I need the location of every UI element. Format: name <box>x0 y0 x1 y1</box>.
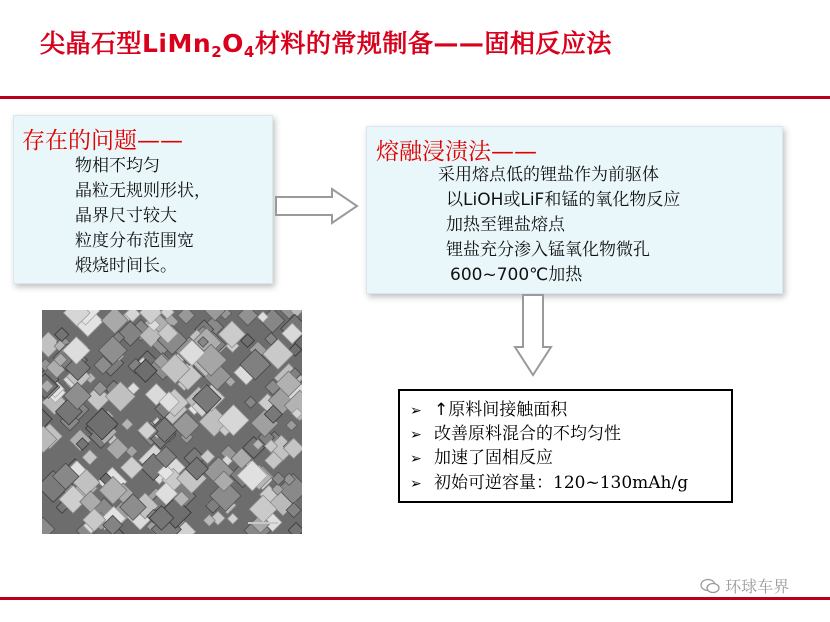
method-line: 锂盐充分渗入锰氧化物微孔 <box>446 240 650 260</box>
result-item-text: 改善原料混合的不均匀性 <box>434 424 621 444</box>
result-item-text: ↑原料间接触面积 <box>434 400 568 420</box>
result-item <box>410 399 567 422</box>
title-divider <box>0 96 830 99</box>
title-prefix: 尖晶石型LiMn <box>40 29 212 58</box>
crystal-grain <box>245 396 257 408</box>
title-subscript-4: 4 <box>243 43 255 61</box>
problem-heading: 存在的问题—— <box>22 128 183 154</box>
result-item-text: 加速了固相反应 <box>434 448 553 468</box>
method-box <box>366 126 783 294</box>
title-mid: O <box>222 29 244 58</box>
result-item <box>410 472 688 495</box>
slide-title <box>40 24 612 61</box>
crystal-grain <box>82 450 97 465</box>
problem-line: 晶粒无规则形状， <box>75 181 211 201</box>
crystal-grain <box>227 513 238 524</box>
crystal-grain <box>126 445 138 457</box>
method-line: 600~700℃加热 <box>450 265 583 285</box>
bullet-arrow-icon: ➢ <box>410 476 422 492</box>
title-suffix: 材料的常规制备——固相反应法 <box>254 29 612 58</box>
method-heading: 熔融浸渍法—— <box>376 139 537 165</box>
bullet-arrow-icon: ➢ <box>410 451 422 467</box>
method-line: 以LiOH或LiF和锰的氧化物反应 <box>446 190 681 210</box>
hollow-right-arrow-icon <box>274 187 360 225</box>
watermark-text: 环球车界 <box>725 577 790 596</box>
crystal-grain <box>178 310 195 324</box>
problem-line: 晶界尺寸较大 <box>75 206 177 226</box>
method-line: 加热至锂盐熔点 <box>446 215 565 235</box>
crystal-grain <box>200 450 214 464</box>
footer-divider <box>0 597 830 600</box>
crystal-grain <box>42 517 55 534</box>
crystal-grain <box>121 418 133 430</box>
wechat-logo-icon <box>700 578 720 594</box>
problem-line: 煅烧时间长。 <box>75 256 177 276</box>
crystal-grain <box>238 310 258 326</box>
crystal-grain <box>288 522 302 534</box>
capacity-value: 120~130mAh/g <box>553 473 689 493</box>
problem-box <box>13 115 273 284</box>
problem-line: 物相不均匀 <box>75 156 160 176</box>
problem-line: 粒度分布范围宽 <box>75 231 194 251</box>
result-box <box>398 389 733 503</box>
watermark <box>700 574 789 597</box>
hollow-down-arrow-icon <box>513 293 553 377</box>
result-item <box>410 447 553 470</box>
capacity-label: 初始可逆容量： <box>434 473 553 493</box>
sem-micrograph-image <box>42 310 302 534</box>
crystal-grain <box>286 420 297 431</box>
bullet-arrow-icon: ➢ <box>410 427 422 443</box>
sem-scale-label <box>248 522 278 526</box>
method-line: 采用熔点低的锂盐作为前驱体 <box>438 165 659 185</box>
sem-crystal-texture <box>42 310 302 534</box>
result-item <box>410 423 621 446</box>
bullet-arrow-icon: ➢ <box>410 403 422 419</box>
title-subscript-2: 2 <box>211 43 223 61</box>
